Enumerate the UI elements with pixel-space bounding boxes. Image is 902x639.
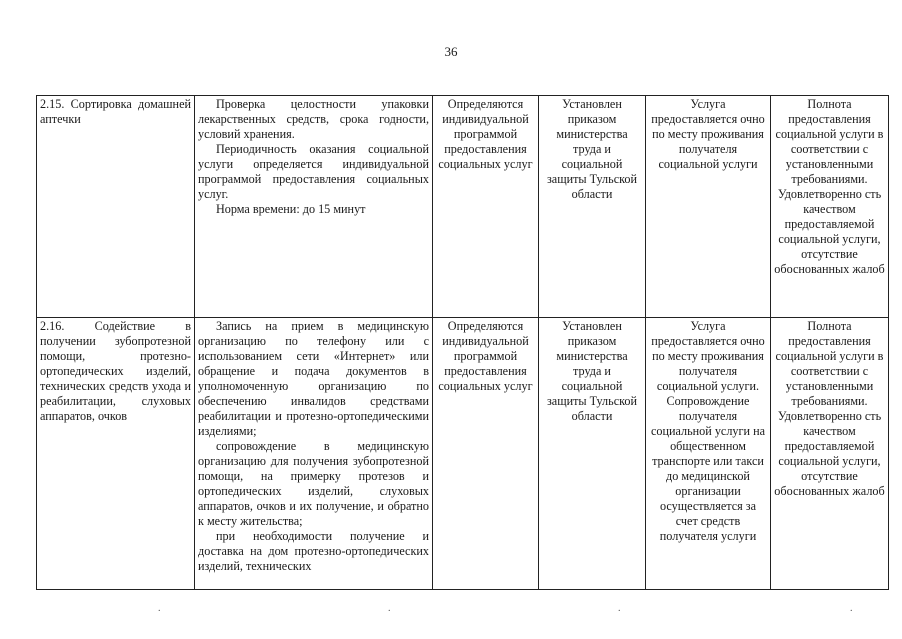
service-conditions-cell xyxy=(646,318,771,590)
service-name: 2.16. Содействие в получении зубопротезной помощи, протезно-ортопедических изделий, технических средств ухода и реабилитации, слуховых аппаратов, очков xyxy=(40,319,191,423)
service-volume: Определяются индивидуальной программой предоставления социальных услуг xyxy=(438,319,533,393)
service-description-cell xyxy=(195,96,433,318)
description-paragraph: Запись на прием в медицинскую организацию по телефону или с использованием сети «Интернет» или обращение и подача документов в уполномоченную организацию по обеспечению инвалидов средствами реабилитации и протезно-ортопедическими изделиями; xyxy=(198,319,429,438)
service-name-cell xyxy=(37,318,195,590)
service-conditions-cell xyxy=(646,96,771,318)
service-quality: Полнота предоставления социальной услуги в соответствии с установленными требованиями. Удовлетворенно сть качеством предоставляемой социальной услуги, отсутствие обоснованных жалоб xyxy=(774,319,885,498)
service-description-cell xyxy=(195,318,433,590)
service-quality-cell xyxy=(771,318,889,590)
service-quality: Полнота предоставления социальной услуги в соответствии с установленными требованиями. Удовлетворенно сть качеством предоставляемой социальной услуги, отсутствие обоснованных жалоб xyxy=(774,97,885,276)
service-conditions: Услуга предоставляется очно по месту проживания получателя социальной услуги xyxy=(651,97,765,171)
service-tariff-cell xyxy=(539,318,646,590)
table-row xyxy=(37,318,889,590)
footer-mark: . xyxy=(388,603,391,614)
footer-mark: . xyxy=(850,603,853,614)
service-conditions: Услуга предоставляется очно по месту проживания получателя социальной услуги. Сопровождение получателя социальной услуги на общественном транспорте или такси до медицинской организации осуществляется за счет средств получателя услуги xyxy=(650,319,766,543)
service-tariff: Установлен приказом министерства труда и социальной защиты Тульской области xyxy=(546,97,638,201)
description-paragraph: при необходимости получение и доставка на дом протезно-ортопедических изделий, технических xyxy=(198,529,429,573)
service-tariff-cell xyxy=(539,96,646,318)
footer-mark: . xyxy=(618,603,621,614)
services-table xyxy=(36,95,889,590)
service-tariff: Установлен приказом министерства труда и социальной защиты Тульской области xyxy=(546,319,638,423)
footer-mark: . xyxy=(158,603,161,614)
description-paragraph: Периодичность оказания социальной услуги определяется индивидуальной программой предоставления социальных услуг. xyxy=(198,142,429,201)
service-quality-cell xyxy=(771,96,889,318)
service-name: 2.15. Сортировка домашней аптечки xyxy=(40,97,191,126)
page-number: 36 xyxy=(444,44,458,59)
description-paragraph: Норма времени: до 15 минут xyxy=(216,202,366,216)
service-name-cell xyxy=(37,96,195,318)
service-volume-cell xyxy=(433,96,539,318)
description-paragraph: Проверка целостности упаковки лекарственных средств, срока годности, условий хранения. xyxy=(198,97,429,141)
service-volume-cell xyxy=(433,318,539,590)
description-paragraph: сопровождение в медицинскую организацию для получения зубопротезной помощи, на примерку протезов и ортопедических изделий, слуховых аппаратов, очков и их получение, и обратно к месту жительства; xyxy=(198,439,429,528)
table-row xyxy=(37,96,889,318)
service-volume: Определяются индивидуальной программой предоставления социальных услуг xyxy=(438,97,533,171)
